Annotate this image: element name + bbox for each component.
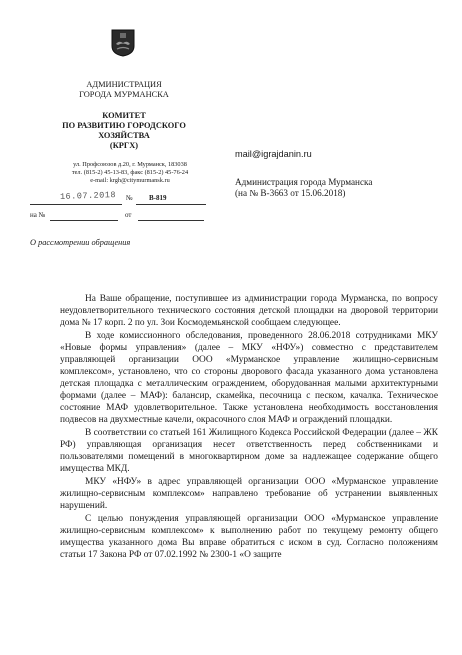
committee-line: КОМИТЕТ — [102, 111, 146, 120]
recipient-reference: (на № В-3663 от 15.06.2018) — [235, 188, 346, 198]
ref-number-underline — [50, 220, 118, 221]
org-name-line: АДМИНИСТРАЦИЯ — [86, 80, 162, 89]
body-paragraph: С целью понуждения управляющей организации ООО «Мурманское управление жилищно-сервисным комплексом» к выполнению работ по текущему ремонту общего имущества указанного дома Вы вправе обратиться с иском в суд. Согласно положениям статьи 17 Закона РФ от 07.02.1992 № 2300-1 «О защите — [60, 514, 438, 560]
reference-line — [30, 211, 210, 225]
committee-name — [40, 111, 208, 151]
body-paragraph: В соответствии со статьей 161 Жилищного Кодекса Российской Федерации (далее – ЖК РФ) управляющая организация несет ответственность перед собственниками и пользователями помещений в многоквартирном доме за надлежащее содержание общего имущества МКД. — [60, 428, 438, 474]
registration-line — [30, 190, 210, 207]
date-stamp: 16.07.2018 — [59, 190, 117, 202]
org-name-line: ГОРОДА МУРМАНСКА — [79, 90, 169, 99]
committee-line: ХОЗЯЙСТВА — [98, 131, 150, 140]
date-underline — [30, 204, 122, 205]
number-sign: № — [126, 194, 133, 202]
phone-line: тел. (815-2) 45-13-83, факс (815-2) 45-76-24 — [71, 169, 189, 176]
email-line: e-mail: krgh@citymurmansk.ru — [90, 177, 170, 184]
contact-details — [30, 161, 230, 185]
number-underline — [136, 204, 206, 205]
recipient-block — [235, 177, 372, 199]
body-paragraph: В ходе комиссионного обследования, проведенного 28.06.2018 сотрудниками МКУ «Новые формы управления» (далее – МКУ «НФУ») совместно с представителем управляющей организации ООО «Мурманское управление жилищно-сервисным комплексом», установлено, что со стороны дворового фасада указанного дома установлена детская площадка с металлическим ограждением, оборудованная малыми архитектурными формами (далее – МАФ): балансир, скамейка, песочница с песком, качалка. Техническое состояние МАФ удовлетворительное. Также установлена необходимость восстановления подвесов на двухместные качели, окрасочного слоя МАФ и ограждений площадки. — [60, 331, 438, 425]
recipient-email: mail@igrajdanin.ru — [235, 149, 312, 159]
body-paragraph: На Ваше обращение, поступившее из администрации города Мурманска, по вопросу неудовлетворительного технического состояния детской площадки на дворовой территории дома № 17 корп. 2 по ул. Зои Космодемьянской сообщаем следующее. — [60, 294, 438, 328]
body-paragraph: МКУ «НФУ» в адрес управляющей организации ООО «Мурманское управление жилищно-сервисным комплексом» направлено требование об устранении выявленных нарушений. — [60, 477, 438, 511]
coat-of-arms-icon — [111, 29, 135, 57]
registration-number: В-819 — [149, 194, 167, 202]
organization-name — [40, 80, 208, 100]
committee-line: (КРГХ) — [109, 141, 139, 150]
letter-subject: О рассмотрении обращения — [30, 238, 131, 247]
letter-body — [60, 293, 438, 561]
recipient-name: Администрация города Мурманска — [235, 177, 373, 187]
address-line: ул. Профсоюзов д.20, г. Мурманск, 183038 — [73, 161, 187, 168]
ref-from-label: от — [125, 211, 132, 219]
ref-prefix: на № — [30, 211, 46, 219]
committee-line: ПО РАЗВИТИЮ ГОРОДСКОГО — [62, 121, 186, 130]
ref-date-underline — [138, 220, 204, 221]
